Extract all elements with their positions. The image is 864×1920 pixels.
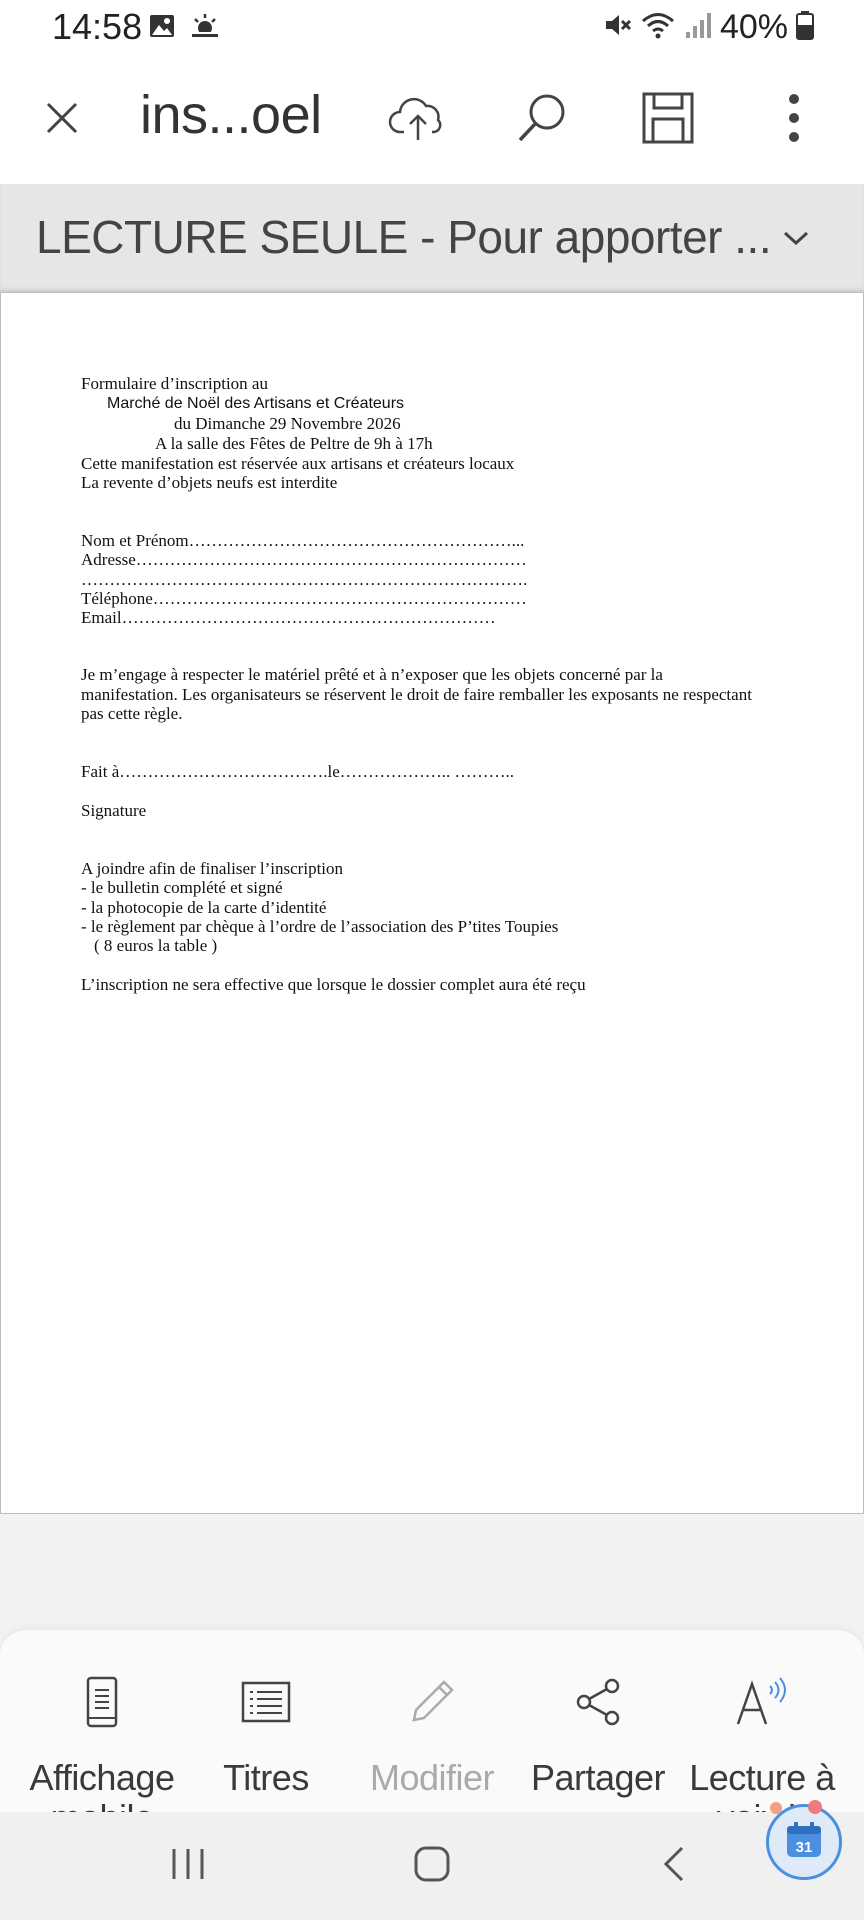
mobile-view-label: Affichage [29,1757,175,1798]
share-icon [566,1670,630,1734]
notification-dot [770,1802,782,1814]
doc-line: ……………………………………………………………………. [81,570,528,589]
doc-line: A joindre afin de finaliser l’inscription [81,859,344,878]
home-icon [412,1844,452,1889]
doc-line: Nom et Prénom…………………………………………………... [81,531,525,550]
read-only-banner[interactable] [0,184,864,292]
doc-line: Email………………………………………………………… [81,608,496,627]
read-aloud-icon [730,1670,794,1734]
pencil-icon [400,1670,464,1734]
close-icon [42,98,82,143]
edit-label: Modifier [369,1757,495,1798]
app-bar [0,56,864,184]
bottom-toolbar [0,1630,864,1812]
headings-label: Titres [223,1757,309,1798]
gallery-icon [148,12,176,45]
wifi-icon [640,10,676,45]
upload-cloud-button[interactable] [378,80,458,160]
document-page[interactable] [0,292,864,1514]
doc-line: - la photocopie de la carte d’identité [81,898,327,917]
share-label: Partager [530,1757,666,1798]
doc-line: Signature [81,801,147,820]
document-title: ins...oel [140,85,322,145]
share-button[interactable] [512,1630,684,1812]
system-nav-bar [0,1812,864,1920]
doc-line: Marché de Noël des Artisans et Créateurs [107,395,405,412]
calendar-app-bubble[interactable] [766,1804,842,1880]
save-icon [641,91,695,150]
status-left-icons [148,12,220,45]
save-button[interactable] [628,80,708,160]
doc-line: du Dimanche 29 Novembre 2026 [174,414,401,433]
banner-expand-button[interactable] [768,212,824,268]
doc-line: Téléphone………………………………………………………… [81,589,527,608]
battery-icon [796,10,814,45]
back-icon [660,1844,688,1889]
doc-line: L’inscription ne sera effective que lorsque le dossier complet aura été reçu [81,975,586,994]
calendar-day: 31 [795,1838,813,1856]
weather-sun-icon [190,12,220,45]
notification-dot [808,1800,822,1814]
battery-percent: 40% [719,8,788,46]
doc-line: Cette manifestation est réservée aux artisans et créateurs locaux [81,454,515,473]
doc-line: Adresse…………………………………………………………… [81,550,527,569]
home-button[interactable] [402,1838,462,1894]
doc-line: La revente d’objets neufs est interdite [81,473,338,492]
search-icon [514,90,570,151]
doc-line: - le bulletin complété et signé [81,878,283,897]
more-options-button[interactable] [754,80,834,160]
read-aloud-label: Lecture à [689,1757,835,1798]
status-bar [0,0,864,56]
doc-line: Je m’engage à respecter le matériel prêté et à n’exposer que les objets concerné par la [81,665,663,684]
read-only-banner-text: LECTURE SEULE - Pour apporter ... [36,211,772,263]
headings-icon [234,1670,298,1734]
recent-apps-icon [168,1846,208,1887]
headings-button[interactable] [180,1630,352,1812]
more-vertical-icon [787,92,801,149]
doc-line: - le règlement par chèque à l’ordre de l’association des P’tites Toupies [81,917,559,936]
search-button[interactable] [502,80,582,160]
back-button[interactable] [644,1838,704,1894]
mute-icon [602,10,632,45]
signal-icon [684,10,712,45]
read-aloud-button[interactable] [676,1630,848,1812]
doc-line: Formulaire d’inscription au [81,374,268,393]
edit-button[interactable] [346,1630,518,1812]
mobile-view-button[interactable] [16,1630,188,1812]
doc-line: Fait à……………………………….le……………….. ……….. [81,762,515,781]
status-right [602,8,814,47]
close-button[interactable] [22,80,102,160]
doc-line: A la salle des Fêtes de Peltre de 9h à 17h [155,434,433,453]
phone-view-icon [70,1670,134,1734]
doc-line: ( 8 euros la table ) [94,936,218,955]
doc-line: manifestation. Les organisateurs se réservent le droit de faire remballer les exposants ne respectant [81,685,752,704]
status-time: 14:58 [52,6,143,47]
cloud-upload-icon [388,94,448,147]
calendar-icon [784,1820,824,1865]
doc-line: pas cette règle. [81,704,183,723]
chevron-down-icon [782,229,810,252]
recent-apps-button[interactable] [158,1838,218,1894]
